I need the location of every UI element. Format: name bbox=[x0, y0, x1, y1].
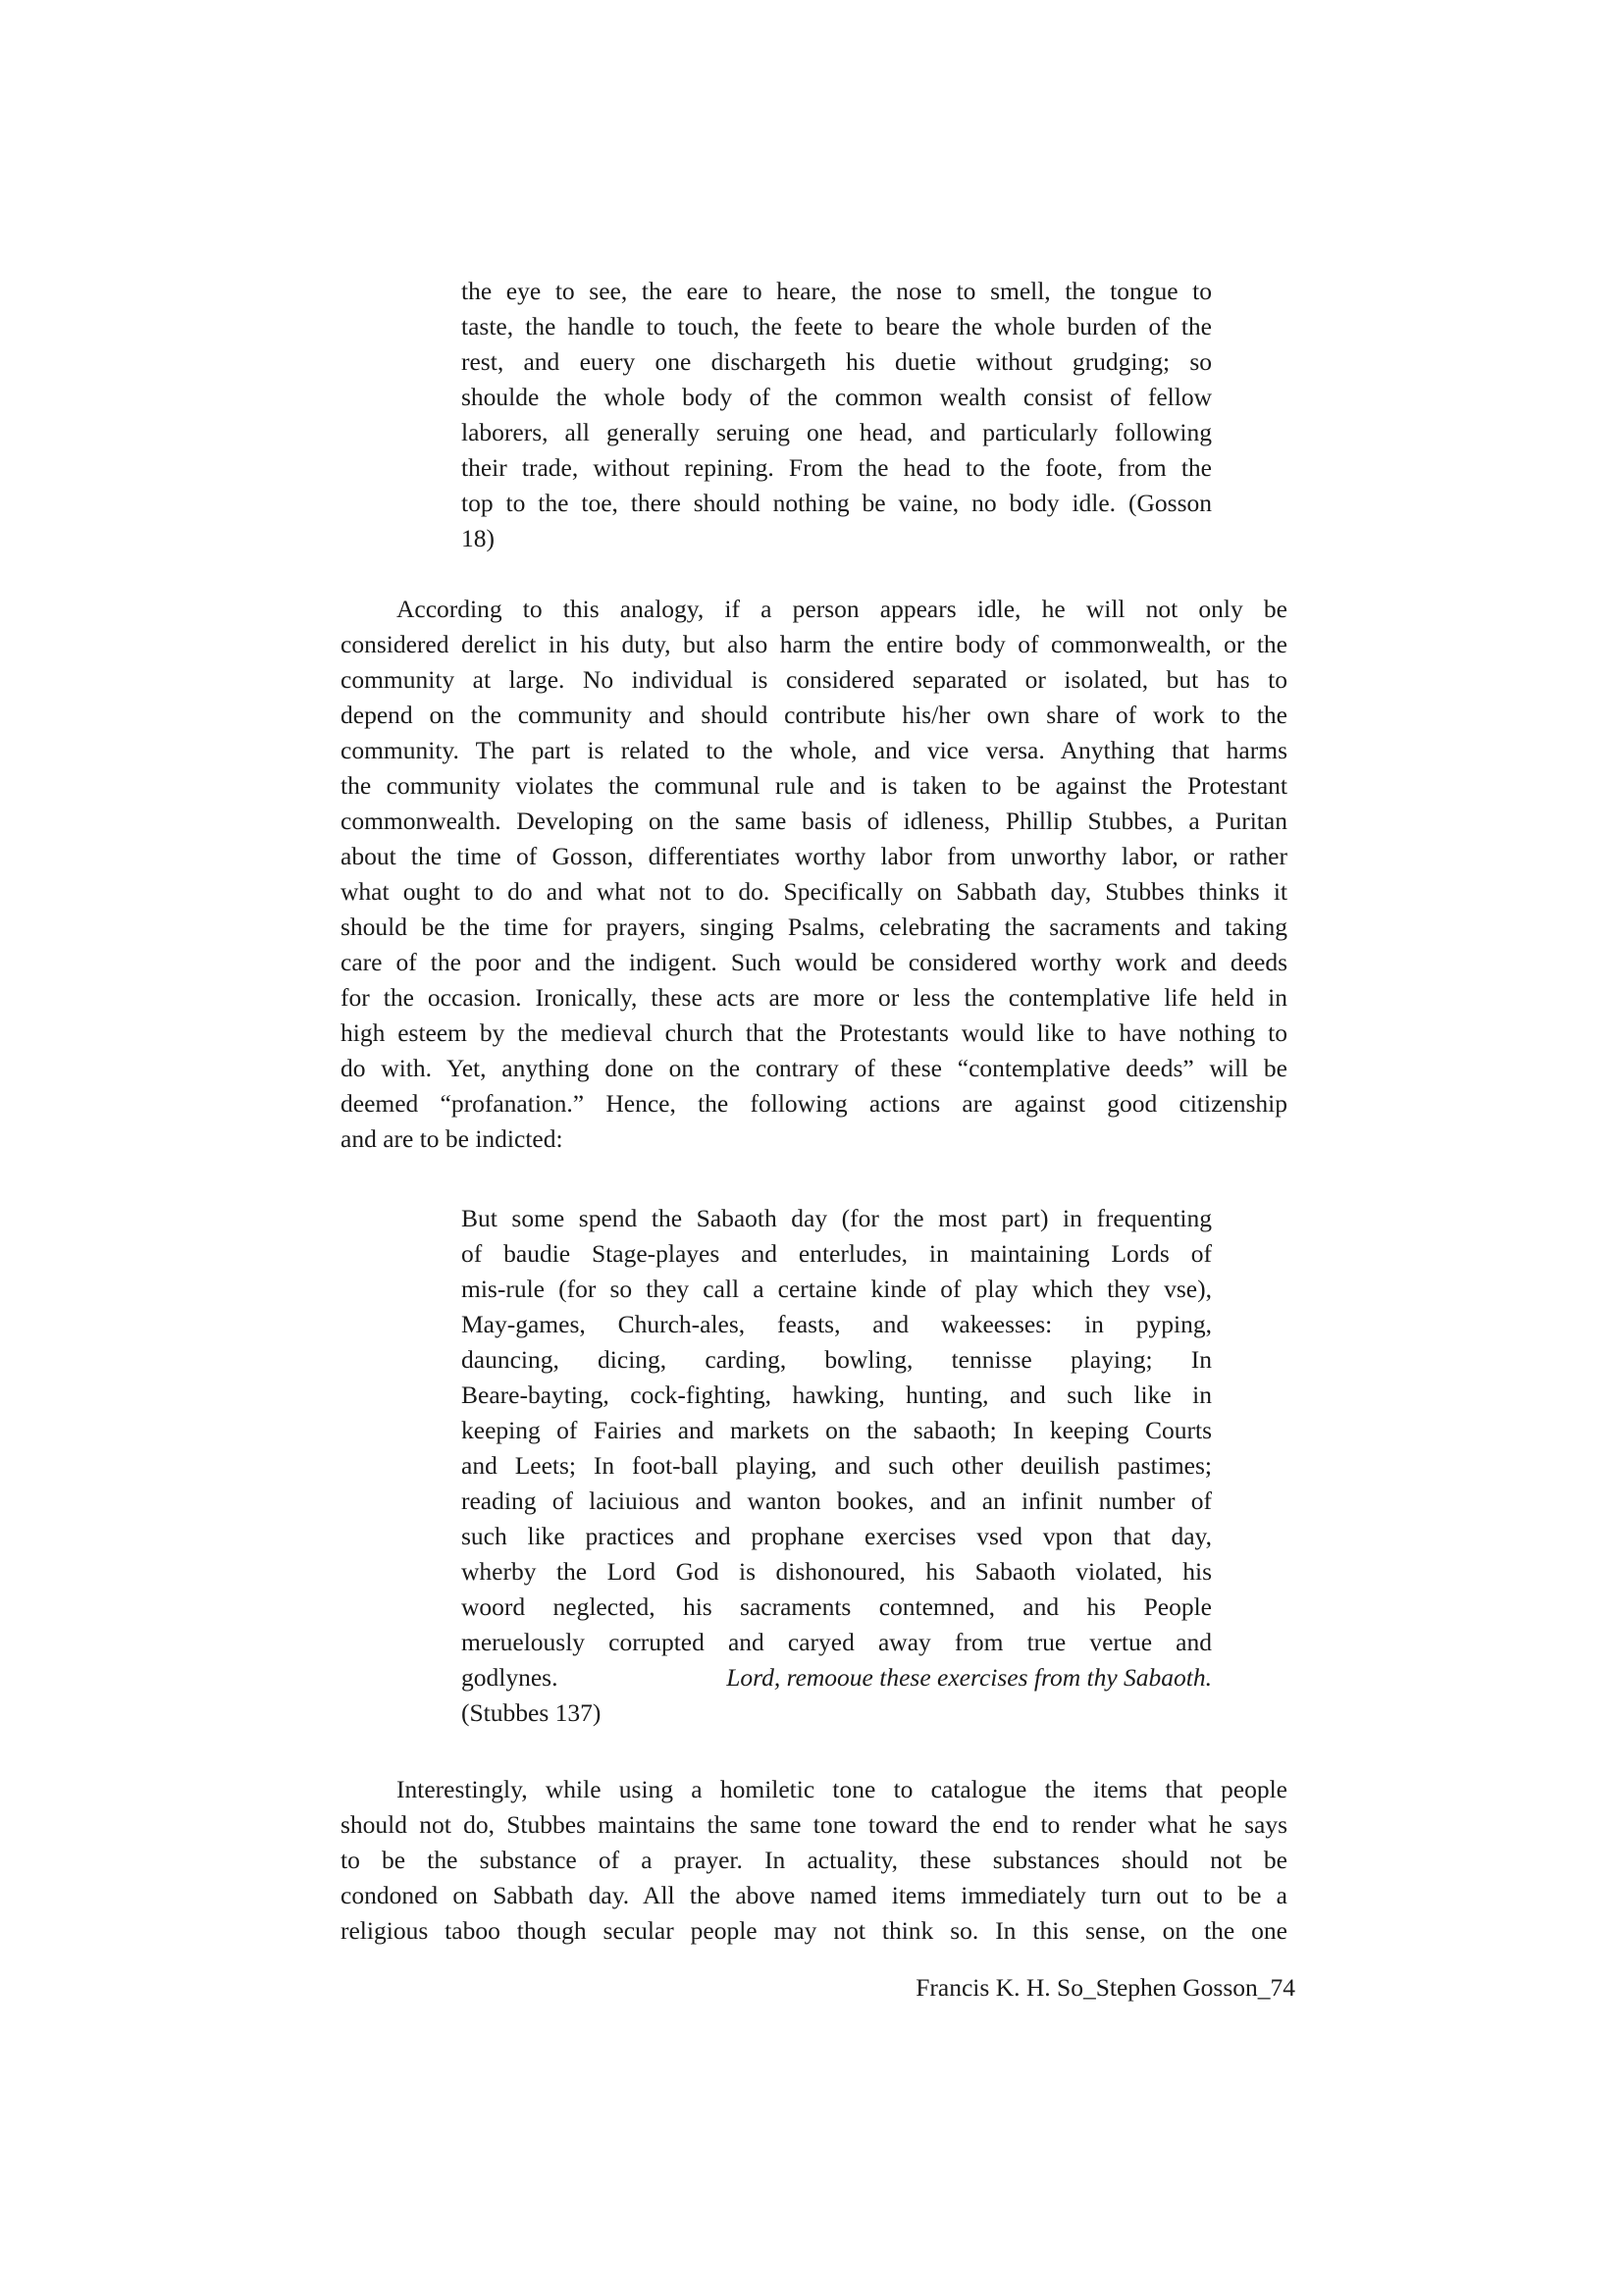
quote-line: dauncing, dicing, carding, bowling, tennisse playing; In bbox=[461, 1345, 1212, 1374]
quote-citation: (Stubbes 137) bbox=[461, 1698, 602, 1727]
quote-line: top to the toe, there should nothing be vaine, no body idle. (Gosson bbox=[461, 489, 1212, 517]
quote-line: meruelously corrupted and caryed away from true vertue and bbox=[461, 1628, 1212, 1656]
quote-line: rest, and euery one dischargeth his duetie without grudging; so bbox=[461, 347, 1212, 376]
quote-line: 18) bbox=[461, 524, 495, 552]
paragraph-line: to be the substance of a prayer. In actuality, these substances should not be bbox=[341, 1846, 1287, 1874]
quote-line: wherby the Lord God is dishonoured, his Sabaoth violated, his bbox=[461, 1557, 1212, 1586]
quote-line: of baudie Stage-playes and enterludes, in maintaining Lords of bbox=[461, 1239, 1212, 1268]
quote-line: their trade, without repining. From the head to the foote, from the bbox=[461, 453, 1212, 482]
paragraph-line: considered derelict in his duty, but also harm the entire body of commonwealth, or the bbox=[341, 630, 1287, 658]
paragraph-line: According to this analogy, if a person appears idle, he will not only be bbox=[396, 595, 1287, 623]
quote-line: keeping of Fairies and markets on the sabaoth; In keeping Courts bbox=[461, 1416, 1212, 1444]
paragraph-line: high esteem by the medieval church that the Protestants would like to have nothing to bbox=[341, 1018, 1287, 1047]
paragraph-line: depend on the community and should contribute his/her own share of work to the bbox=[341, 701, 1287, 729]
paragraph-line: commonwealth. Developing on the same basis of idleness, Phillip Stubbes, a Puritan bbox=[341, 807, 1287, 835]
quote-line: and Leets; In foot-ball playing, and such other deuilish pastimes; bbox=[461, 1451, 1212, 1480]
paragraph-line: Interestingly, while using a homiletic tone to catalogue the items that people bbox=[396, 1775, 1287, 1803]
paragraph-line: community. The part is related to the whole, and vice versa. Anything that harms bbox=[341, 736, 1287, 764]
paragraph-line: should not do, Stubbes maintains the same tone toward the end to render what he says bbox=[341, 1810, 1287, 1839]
paragraph-line: care of the poor and the indigent. Such would be considered worthy work and deeds bbox=[341, 948, 1287, 976]
quote-line: taste, the handle to touch, the feete to beare the whole burden of the bbox=[461, 312, 1212, 340]
quote-line: such like practices and prophane exercises vsed vpon that day, bbox=[461, 1522, 1212, 1550]
quote-line: reading of laciuious and wanton bookes, and an infinit number of bbox=[461, 1486, 1212, 1515]
quote-line: the eye to see, the eare to heare, the nose to smell, the tongue to bbox=[461, 277, 1212, 305]
page-footer-running-head: Francis K. H. So_Stephen Gosson_74 bbox=[916, 1973, 1295, 2002]
quote-italic-prayer: Lord, remooue these exercises from thy Sabaoth. bbox=[726, 1663, 1212, 1692]
paragraph-line: should be the time for prayers, singing Psalms, celebrating the sacraments and taking bbox=[341, 912, 1287, 941]
quote-line-with-italic bbox=[461, 1660, 1212, 1695]
paragraph-line: what ought to do and what not to do. Specifically on Sabbath day, Stubbes thinks it bbox=[341, 877, 1287, 906]
quote-line: laborers, all generally seruing one head, and particularly following bbox=[461, 418, 1212, 446]
quote-line: Beare-bayting, cock-fighting, hawking, hunting, and such like in bbox=[461, 1381, 1212, 1409]
quote-line: May-games, Church-ales, feasts, and wakeesses: in pyping, bbox=[461, 1310, 1212, 1338]
quote-line: mis-rule (for so they call a certaine kinde of play which they vse), bbox=[461, 1275, 1212, 1303]
paragraph-line: for the occasion. Ironically, these acts are more or less the contemplative life held in bbox=[341, 983, 1287, 1012]
paragraph-line: religious taboo though secular people may not think so. In this sense, on the one bbox=[341, 1916, 1287, 1945]
quote-line: shoulde the whole body of the common wealth consist of fellow bbox=[461, 383, 1212, 411]
quote-line-start: godlynes. bbox=[461, 1663, 558, 1692]
paragraph-line: do with. Yet, anything done on the contrary of these “contemplative deeds” will be bbox=[341, 1054, 1287, 1082]
paragraph-line: about the time of Gosson, differentiates worthy labor from unworthy labor, or rather bbox=[341, 842, 1287, 870]
paragraph-line: condoned on Sabbath day. All the above named items immediately turn out to be a bbox=[341, 1881, 1287, 1909]
paragraph-line: the community violates the communal rule and is taken to be against the Protestant bbox=[341, 771, 1287, 800]
paragraph-line: and are to be indicted: bbox=[341, 1124, 563, 1153]
paragraph-line: deemed “profanation.” Hence, the following actions are against good citizenship bbox=[341, 1089, 1287, 1118]
paragraph-line: community at large. No individual is considered separated or isolated, but has to bbox=[341, 665, 1287, 694]
quote-line: But some spend the Sabaoth day (for the most part) in frequenting bbox=[461, 1204, 1212, 1232]
quote-line: woord neglected, his sacraments contemned, and his People bbox=[461, 1592, 1212, 1621]
